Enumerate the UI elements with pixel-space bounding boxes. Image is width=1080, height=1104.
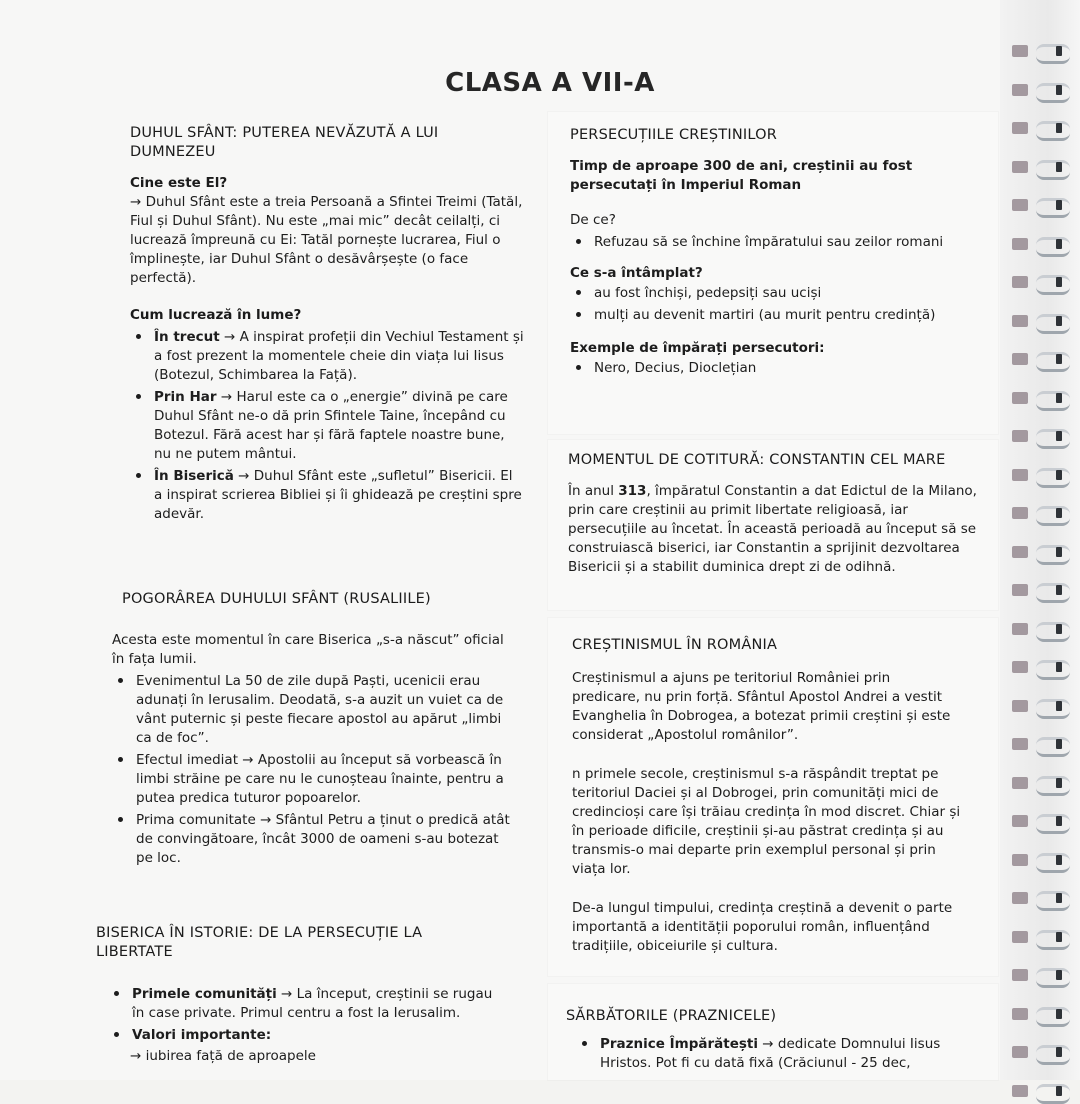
punch-hole — [1012, 276, 1028, 288]
punch-hole — [1012, 700, 1028, 712]
spiral-ring — [1010, 930, 1070, 944]
punch-hole — [1012, 161, 1028, 173]
ring-wire — [1036, 198, 1070, 218]
page-title: CLASA A VII-A — [445, 68, 655, 98]
spiral-binding — [1000, 0, 1080, 1080]
item-text: → A inspirat profeții din Vechiul Testament și a fost prezent la momentele cheie din viața lui Iisus (Botezul, Schimbarea la Față). — [154, 329, 524, 383]
section-sarbatori — [566, 1007, 976, 1075]
item-lead: Prima comunitate — [136, 812, 256, 828]
ring-clip — [1056, 123, 1062, 133]
ring-clip — [1056, 508, 1062, 518]
ring-wire — [1036, 968, 1070, 988]
punch-hole — [1012, 892, 1028, 904]
section-heading: CREȘTINISMUL ÎN ROMÂNIA — [572, 637, 778, 653]
spiral-ring — [1010, 1045, 1070, 1059]
paragraph: De-a lungul timpului, credința creștină a devenit o parte importantă a identității poporului român, influențând tradițiile, obiceiurile și cultura. — [572, 900, 953, 954]
ring-clip — [1056, 778, 1062, 788]
punch-hole — [1012, 661, 1028, 673]
punch-hole — [1012, 507, 1028, 519]
spiral-ring — [1010, 1007, 1070, 1021]
punch-hole — [1012, 392, 1028, 404]
section-constantin — [568, 451, 978, 577]
spiral-ring — [1010, 699, 1070, 713]
bullet-list — [112, 671, 512, 868]
punch-hole — [1012, 931, 1028, 943]
ring-wire — [1036, 237, 1070, 257]
ring-wire — [1036, 622, 1070, 642]
spiral-ring — [1010, 583, 1070, 597]
paragraph — [568, 482, 978, 577]
punch-hole — [1012, 238, 1028, 250]
punch-hole — [1012, 1046, 1028, 1058]
ring-clip — [1056, 393, 1062, 403]
list-item — [152, 466, 525, 524]
spiral-ring — [1010, 160, 1070, 174]
ring-wire — [1036, 776, 1070, 796]
ring-wire — [1036, 352, 1070, 372]
ring-clip — [1056, 316, 1062, 326]
spiral-ring — [1010, 198, 1070, 212]
ring-wire — [1036, 853, 1070, 873]
ring-wire — [1036, 314, 1070, 334]
ring-clip — [1056, 585, 1062, 595]
punch-hole — [1012, 815, 1028, 827]
spiral-ring — [1010, 1084, 1070, 1098]
list-item — [130, 984, 496, 1023]
ring-wire — [1036, 814, 1070, 834]
ring-wire — [1036, 44, 1070, 64]
ring-clip — [1056, 624, 1062, 634]
question-what: Ce s-a întâmplat? — [570, 265, 703, 281]
item-text: → Apostolii au început să vorbească în limbi străine pe care nu le cunoșteau înainte, pentru a putea predica tuturor popoarelor. — [136, 752, 504, 806]
bullet-list — [570, 358, 970, 378]
paragraph: → Duhul Sfânt este a treia Persoană a Sfintei Treimi (Tatăl, Fiul și Duhul Sfânt). Nu este „mai mic” decât ceilalți, ci lucrează împreună cu Ei: Tatăl pornește lucrarea, Fiul o împlinește, iar Duhul Sfânt o desăvârșește (o face perfectă). — [130, 194, 523, 286]
punch-hole — [1012, 315, 1028, 327]
ring-clip — [1056, 932, 1062, 942]
list-item — [152, 327, 525, 385]
punch-hole — [1012, 45, 1028, 57]
list-item — [134, 750, 512, 808]
paragraph: n primele secole, creștinismul s-a răspândit treptat pe teritoriul Daciei și al Dobrogei, prin comunități mici de credincioși care își trăiau credința în mod discret. Chiar și în perioade dificile, creștinii și-au păstrat credința și au transmis-o mai departe prin exemplul personal și prin viața lor. — [572, 766, 961, 877]
text-part: În anul — [568, 483, 619, 499]
ring-clip — [1056, 1086, 1062, 1096]
item-text: → Harul este ca o „energie” divină pe care Duhul Sfânt ne-o dă prin Sfintele Taine, începând cu Botezul. Fără acest har și fără faptele noastre bune, nu ne putem mântui. — [154, 389, 508, 462]
spiral-ring — [1010, 660, 1070, 674]
punch-hole — [1012, 122, 1028, 134]
item-text: → dedicate Domnului Iisus Hristos. Pot fi cu dată fixă (Crăciunul - 25 dec, — [600, 1036, 941, 1071]
ring-wire — [1036, 1007, 1070, 1027]
spiral-ring — [1010, 44, 1070, 58]
punch-hole — [1012, 738, 1028, 750]
punch-hole — [1012, 1008, 1028, 1020]
section-romania — [572, 636, 962, 956]
spiral-ring — [1010, 968, 1070, 982]
item-lead: Primele comunități — [132, 986, 277, 1002]
item-lead: În trecut — [154, 329, 220, 345]
spiral-ring — [1010, 545, 1070, 559]
bullet-list — [570, 283, 970, 325]
section-heading: MOMENTUL DE COTITURĂ: CONSTANTIN CEL MARE — [568, 452, 946, 468]
ring-clip — [1056, 816, 1062, 826]
list-item: • Refuzau să se închine împăratului sau zeilor romani — [592, 232, 970, 252]
spiral-ring — [1010, 275, 1070, 289]
section-heading: BISERICA ÎN ISTORIE: DE LA PERSECUȚIE LA LIBERTATE — [96, 925, 423, 960]
ring-clip — [1056, 739, 1062, 749]
list-item: • mulți au devenit martiri (au murit pentru credință) — [592, 305, 970, 325]
list-item — [152, 387, 525, 464]
list-item — [130, 1025, 496, 1045]
item-text: → La început, creștinii se rugau în case private. Primul centru a fost la Ierusalim. — [132, 986, 493, 1021]
spiral-ring — [1010, 352, 1070, 366]
spiral-ring — [1010, 622, 1070, 636]
spiral-ring — [1010, 429, 1070, 443]
question-who: Cine este El? — [130, 175, 228, 191]
ring-clip — [1056, 354, 1062, 364]
spiral-ring — [1010, 121, 1070, 135]
ring-clip — [1056, 431, 1062, 441]
ring-clip — [1056, 1009, 1062, 1019]
question-how: Cum lucrează în lume? — [130, 307, 302, 323]
spiral-ring — [1010, 737, 1070, 751]
item-lead: Prin Har — [154, 389, 217, 405]
section-heading: PERSECUȚIILE CREȘTINILOR — [570, 127, 778, 143]
question-why: De ce? — [570, 212, 616, 228]
ring-clip — [1056, 470, 1062, 480]
list-item — [134, 810, 512, 868]
spiral-ring — [1010, 506, 1070, 520]
ring-wire — [1036, 429, 1070, 449]
item-lead: Praznice Împărătești — [600, 1036, 758, 1052]
ring-wire — [1036, 468, 1070, 488]
item-lead: Efectul imediat — [136, 752, 238, 768]
paragraph: Creștinismul a ajuns pe teritoriul României prin predicare, nu prin forță. Sfântul Apostol Andrei a vestit Evanghelia în Dobrogea, a botezat primii creștini și este considerat „Apostolul românilor”. — [572, 670, 951, 743]
section-duhul-sfant — [130, 124, 525, 526]
spiral-ring — [1010, 391, 1070, 405]
bullet-list — [96, 984, 496, 1045]
section-heading: DUHUL SFÂNT: PUTEREA NEVĂZUTĂ A LUI DUMNEZEU — [130, 125, 439, 160]
text-part: , împăratul Constantin a dat Edictul de la Milano, prin care creștinii au primit libertate religioasă, iar persecuțiile au încetat. În această perioadă au început să se construiască biserici, iar Constantin a sprijinit dezvoltarea Bisericii și a stabilit duminica drept zi de odihnă. — [568, 483, 977, 575]
item-text: → Sfântul Petru a ținut o predică atât de convingătoare, încât 3000 de oameni s-au botezat pe loc. — [136, 812, 510, 866]
list-item — [598, 1034, 976, 1073]
spiral-ring — [1010, 891, 1070, 905]
ring-wire — [1036, 891, 1070, 911]
section-persecutii — [570, 126, 970, 380]
ring-clip — [1056, 547, 1062, 557]
ring-wire — [1036, 737, 1070, 757]
spiral-ring — [1010, 468, 1070, 482]
item-text: La 50 de zile după Paști, ucenicii erau adunați în Ierusalim. Deodată, s-a auzit un vuiet ca de vânt puternic și peste fiecare apostol au apărut „limbi ca de foc”. — [136, 673, 504, 746]
examples-label: Exemple de împărați persecutori: — [570, 340, 825, 356]
bullet-list — [566, 1034, 976, 1073]
ring-clip — [1056, 239, 1062, 249]
punch-hole — [1012, 353, 1028, 365]
punch-hole — [1012, 469, 1028, 481]
item-text: → Duhul Sfânt este „sufletul” Bisericii. El a inspirat scrierea Bibliei și îi ghidează pe creștini spre adevăr. — [154, 468, 522, 522]
ring-clip — [1056, 970, 1062, 980]
lead-text: Timp de aproape 300 de ani, creștinii au fost persecutați în Imperiul Roman — [570, 158, 913, 193]
punch-hole — [1012, 623, 1028, 635]
year: 313 — [618, 483, 647, 499]
punch-hole — [1012, 584, 1028, 596]
ring-clip — [1056, 200, 1062, 210]
ring-wire — [1036, 699, 1070, 719]
spiral-ring — [1010, 237, 1070, 251]
punch-hole — [1012, 854, 1028, 866]
spiral-ring — [1010, 776, 1070, 790]
item-lead: În Biserică — [154, 468, 234, 484]
punch-hole — [1012, 969, 1028, 981]
section-heading: POGORÂREA DUHULUI SFÂNT (RUSALIILE) — [122, 591, 431, 607]
ring-clip — [1056, 1047, 1062, 1057]
spiral-ring — [1010, 314, 1070, 328]
ring-wire — [1036, 545, 1070, 565]
punch-hole — [1012, 199, 1028, 211]
paragraph: Acesta este momentul în care Biserica „s-a născut” oficial în fața lumii. — [112, 632, 504, 667]
section-heading: SĂRBĂTORILE (PRAZNICELE) — [566, 1008, 777, 1024]
ring-clip — [1056, 662, 1062, 672]
punch-hole — [1012, 777, 1028, 789]
ring-clip — [1056, 277, 1062, 287]
ring-wire — [1036, 930, 1070, 950]
section-rusalii — [112, 590, 512, 870]
spiral-ring — [1010, 853, 1070, 867]
ring-wire — [1036, 121, 1070, 141]
punch-hole — [1012, 1085, 1028, 1097]
item-lead: Evenimentul — [136, 673, 221, 689]
cut-off-line: → iubirea față de aproapele — [130, 1048, 316, 1064]
punch-hole — [1012, 546, 1028, 558]
ring-clip — [1056, 893, 1062, 903]
ring-clip — [1056, 855, 1062, 865]
section-istorie — [96, 924, 496, 1066]
ring-wire — [1036, 583, 1070, 603]
list-item: • Nero, Decius, Dioclețian — [592, 358, 970, 378]
spiral-ring — [1010, 814, 1070, 828]
bullet-list — [130, 327, 525, 524]
list-item: • au fost închiși, pedepsiți sau uciși — [592, 283, 970, 303]
bullet-list — [570, 232, 970, 252]
ring-wire — [1036, 660, 1070, 680]
punch-hole — [1012, 430, 1028, 442]
ring-clip — [1056, 701, 1062, 711]
list-item — [134, 671, 512, 748]
ring-clip — [1056, 162, 1062, 172]
ring-wire — [1036, 506, 1070, 526]
ring-wire — [1036, 275, 1070, 295]
ring-wire — [1036, 1045, 1070, 1065]
ring-wire — [1036, 160, 1070, 180]
item-lead: Valori importante: — [132, 1027, 272, 1043]
ring-wire — [1036, 391, 1070, 411]
ring-clip — [1056, 46, 1062, 56]
ring-wire — [1036, 1084, 1070, 1104]
